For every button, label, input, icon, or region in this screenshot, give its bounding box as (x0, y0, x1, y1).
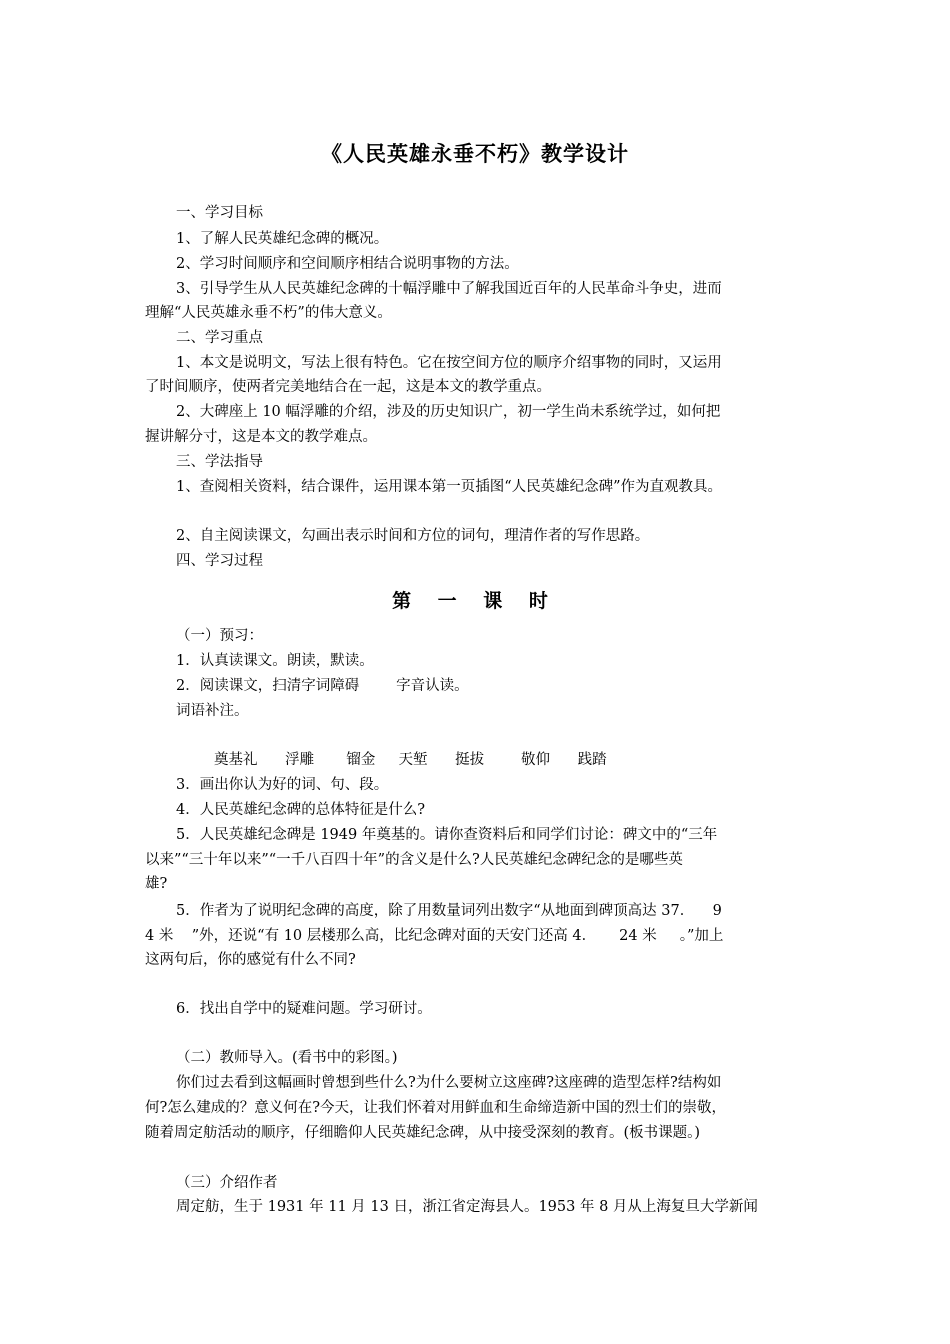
vocabulary-words: 奠基礼 浮雕 镏金 天堑 挺拔 敬仰 践踏 (214, 752, 607, 768)
paragraph-line: 3、引导学生从人民英雄纪念碑的十幅浮雕中了解我国近百年的人民革命斗争史，进而 (176, 281, 722, 297)
paragraph-line: 1、查阅相关资料，结合课件，运用课本第一页插图“人民英雄纪念碑”作为直观教具。 (176, 479, 723, 495)
paragraph-line: 握讲解分寸，这是本文的教学难点。 (145, 429, 377, 445)
paragraph-line: 4 米 ”外，还说“有 10 层楼那么高，比纪念碑对面的天安门还高 4． 24 米 。”加上 (145, 928, 724, 944)
list-item: 2．阅读课文，扫清字词障碍 字音认读。 (176, 678, 469, 694)
document-title: 《人民英雄永垂不朽》教学设计 (321, 142, 629, 166)
paragraph-line: 周定舫，生于 1931 年 11 月 13 日，浙江省定海县人。1953 年 8 月从上海复旦大学新闻 (176, 1199, 758, 1215)
subsection-heading-preview: （一）预习： (176, 628, 263, 644)
paragraph-line: 1、本文是说明文，写法上很有特色。它在按空间方位的顺序介绍事物的同时，又运用 (176, 355, 722, 371)
paragraph-line: 2、自主阅读课文，勾画出表示时间和方位的词句，理清作者的写作思路。 (176, 528, 650, 544)
paragraph-line: 你们过去看到这幅画时曾想到些什么?为什么要树立这座碑?这座碑的造型怎样?结构如 (176, 1075, 722, 1091)
paragraph-line: 以来”“三十年以来”“一千八百四十年”的含义是什么?人民英雄纪念碑纪念的是哪些英 (145, 852, 683, 868)
paragraph-line: 词语补注。 (176, 703, 249, 719)
list-item: 6．找出自学中的疑难问题。学习研讨。 (176, 1001, 432, 1017)
paragraph-line: 何?怎么建成的？意义何在?今天，让我们怀着对用鲜血和生命缔造新中国的烈士们的崇敬， (145, 1100, 727, 1116)
paragraph-line: 2、学习时间顺序和空间顺序相结合说明事物的方法。 (176, 256, 519, 272)
list-item: 5．作者为了说明纪念碑的高度，除了用数量词列出数字“从地面到碑顶高达 37． 9 (176, 903, 722, 919)
section-heading-process: 四、学习过程 (176, 553, 263, 569)
section-heading-focus: 二、学习重点 (176, 330, 263, 346)
paragraph-line: 1、了解人民英雄纪念碑的概况。 (176, 231, 389, 247)
section-heading-goals: 一、学习目标 (176, 205, 263, 221)
list-item: 4．人民英雄纪念碑的总体特征是什么? (176, 802, 425, 818)
subsection-heading-author: （三）介绍作者 (176, 1175, 278, 1191)
paragraph-line: 2、大碑座上 10 幅浮雕的介绍，涉及的历史知识广，初一学生尚未系统学过，如何把 (176, 404, 721, 420)
paragraph-line: 雄? (145, 876, 168, 892)
paragraph-line: 这两句后，你的感觉有什么不同? (145, 952, 356, 968)
paragraph-line: 理解“人民英雄永垂不朽”的伟大意义。 (145, 305, 392, 321)
section-heading-method: 三、学法指导 (176, 454, 263, 470)
list-item: 5．人民英雄纪念碑是 1949 年奠基的。请你查资料后和同学们讨论：碑文中的“三年 (176, 827, 718, 843)
subsection-heading-intro: （二）教师导入。(看书中的彩图。) (176, 1050, 398, 1066)
paragraph-line: 随着周定舫活动的顺序，仔细瞻仰人民英雄纪念碑，从中接受深刻的教育。(板书课题。) (145, 1125, 701, 1141)
list-item: 3．画出你认为好的词、句、段。 (176, 777, 389, 793)
paragraph-line: 了时间顺序，使两者完美地结合在一起，这是本文的教学重点。 (145, 379, 551, 395)
list-item: 1．认真读课文。朗读，默读。 (176, 653, 374, 669)
lesson-heading: 第 一 课 时 (392, 590, 558, 612)
